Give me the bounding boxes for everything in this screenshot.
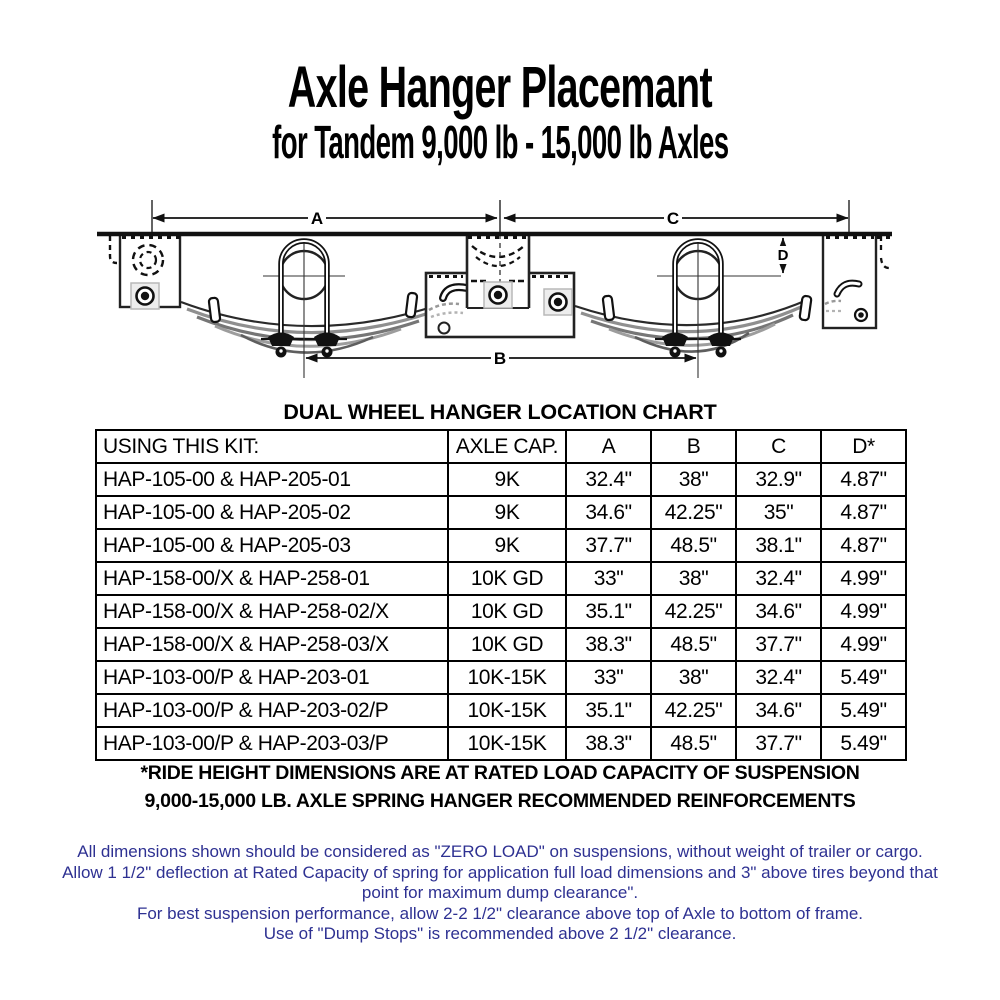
suspension-diagram-svg bbox=[95, 190, 905, 400]
dim-b-label: B bbox=[493, 349, 507, 368]
table-header-row bbox=[96, 430, 906, 463]
col-header-axle-cap: AXLE CAP. bbox=[448, 430, 566, 463]
table-row bbox=[96, 727, 906, 760]
spring-clip bbox=[799, 296, 811, 321]
kit-cell: HAP-103-00/P & HAP-203-02/P bbox=[96, 694, 448, 727]
axle-cap-cell: 10K-15K bbox=[448, 727, 566, 760]
kit-cell: HAP-103-00/P & HAP-203-03/P bbox=[96, 727, 448, 760]
page-subtitle bbox=[0, 117, 1000, 169]
dim-d-label: D bbox=[777, 247, 789, 264]
dim-a-label: A bbox=[310, 209, 324, 228]
dim-b-cell: 48.5" bbox=[651, 628, 736, 661]
axle-cap-cell: 10K-15K bbox=[448, 661, 566, 694]
dim-a-cell: 32.4" bbox=[566, 463, 651, 496]
table-row bbox=[96, 595, 906, 628]
fine-print-line: Use of "Dump Stops" is recommended above 2 1/2" clearance. bbox=[263, 924, 737, 943]
dimension-a bbox=[152, 200, 500, 234]
col-header-kit: USING THIS KIT: bbox=[96, 430, 448, 463]
col-header-d: D* bbox=[821, 430, 906, 463]
dim-c-label: C bbox=[666, 209, 680, 228]
col-header-c: C bbox=[736, 430, 821, 463]
dim-c-cell: 35" bbox=[736, 496, 821, 529]
table-row bbox=[96, 661, 906, 694]
dim-c-cell: 38.1" bbox=[736, 529, 821, 562]
dim-a-cell: 34.6" bbox=[566, 496, 651, 529]
hanger-location-table bbox=[95, 429, 907, 761]
table-row bbox=[96, 562, 906, 595]
spring-clip bbox=[209, 297, 221, 322]
dim-b-cell: 42.25" bbox=[651, 496, 736, 529]
col-header-a: A bbox=[566, 430, 651, 463]
spring-clip bbox=[603, 295, 615, 320]
table-row bbox=[96, 496, 906, 529]
dim-b-cell: 38" bbox=[651, 562, 736, 595]
fine-print-line: All dimensions shown should be considered as "ZERO LOAD" on suspensions, without weight of trailer or cargo. bbox=[77, 842, 923, 861]
table-row bbox=[96, 628, 906, 661]
dim-d-cell: 5.49" bbox=[821, 727, 906, 760]
dim-c-cell: 37.7" bbox=[736, 628, 821, 661]
footnote-ride-height: *RIDE HEIGHT DIMENSIONS ARE AT RATED LOAD CAPACITY OF SUSPENSION bbox=[140, 762, 860, 784]
dim-c-cell: 34.6" bbox=[736, 595, 821, 628]
suspension-diagram bbox=[95, 190, 905, 400]
dim-d-cell: 4.99" bbox=[821, 595, 906, 628]
dim-c-cell: 37.7" bbox=[736, 727, 821, 760]
spring-clip bbox=[406, 293, 418, 318]
rear-hanger bbox=[823, 234, 889, 328]
dimension-c bbox=[504, 200, 849, 234]
axle-cap-cell: 10K GD bbox=[448, 628, 566, 661]
dim-c-cell: 32.4" bbox=[736, 562, 821, 595]
axle-cap-cell: 9K bbox=[448, 529, 566, 562]
table-row bbox=[96, 463, 906, 496]
axle-cap-cell: 9K bbox=[448, 496, 566, 529]
equalizer-hanger bbox=[426, 234, 574, 337]
dimension-b bbox=[306, 348, 696, 368]
axle-cap-cell: 9K bbox=[448, 463, 566, 496]
dim-b-cell: 42.25" bbox=[651, 595, 736, 628]
dim-d-cell: 4.87" bbox=[821, 529, 906, 562]
fine-print-line: For best suspension performance, allow 2-2 1/2" clearance above top of Axle to bottom of frame. bbox=[136, 903, 864, 923]
page-title bbox=[0, 56, 1000, 121]
dim-b-cell: 38" bbox=[651, 463, 736, 496]
kit-cell: HAP-158-00/X & HAP-258-01 bbox=[96, 562, 448, 595]
fine-print-line: point for maximum dump clearance". bbox=[361, 883, 639, 902]
dim-b-cell: 48.5" bbox=[651, 529, 736, 562]
leaf-spring-rear bbox=[575, 295, 812, 351]
dim-d-cell: 5.49" bbox=[821, 661, 906, 694]
dim-a-cell: 38.3" bbox=[566, 727, 651, 760]
dim-a-cell: 33" bbox=[566, 661, 651, 694]
axle-cap-cell: 10K GD bbox=[448, 562, 566, 595]
dim-a-cell: 37.7" bbox=[566, 529, 651, 562]
dimension-d bbox=[775, 238, 791, 273]
dim-b-cell: 38" bbox=[651, 661, 736, 694]
dim-a-cell: 35.1" bbox=[566, 595, 651, 628]
axle-cap-cell: 10K GD bbox=[448, 595, 566, 628]
fine-print bbox=[0, 842, 1000, 945]
dim-c-cell: 32.4" bbox=[736, 661, 821, 694]
col-header-b: B bbox=[651, 430, 736, 463]
dim-d-cell: 4.99" bbox=[821, 628, 906, 661]
fine-print-line: Allow 1 1/2" deflection at Rated Capacity of spring for application full load dimensions and 3" above tires beyond that bbox=[62, 862, 938, 882]
table-row bbox=[96, 694, 906, 727]
dim-c-cell: 34.6" bbox=[736, 694, 821, 727]
dim-a-cell: 33" bbox=[566, 562, 651, 595]
kit-cell: HAP-105-00 & HAP-205-02 bbox=[96, 496, 448, 529]
kit-cell: HAP-105-00 & HAP-205-01 bbox=[96, 463, 448, 496]
dim-a-cell: 35.1" bbox=[566, 694, 651, 727]
dim-d-cell: 5.49" bbox=[821, 694, 906, 727]
kit-cell: HAP-105-00 & HAP-205-03 bbox=[96, 529, 448, 562]
dim-b-cell: 48.5" bbox=[651, 727, 736, 760]
kit-cell: HAP-103-00/P & HAP-203-01 bbox=[96, 661, 448, 694]
kit-cell: HAP-158-00/X & HAP-258-03/X bbox=[96, 628, 448, 661]
leaf-spring-front bbox=[181, 293, 435, 353]
dim-d-cell: 4.87" bbox=[821, 496, 906, 529]
page-title-text: Axle Hanger Placemant bbox=[287, 55, 713, 120]
dim-b-cell: 42.25" bbox=[651, 694, 736, 727]
dim-a-cell: 38.3" bbox=[566, 628, 651, 661]
dim-c-cell: 32.9" bbox=[736, 463, 821, 496]
kit-cell: HAP-158-00/X & HAP-258-02/X bbox=[96, 595, 448, 628]
table-row bbox=[96, 529, 906, 562]
dim-d-cell: 4.99" bbox=[821, 562, 906, 595]
page-subtitle-text: for Tandem 9,000 lb - 15,000 lb Axles bbox=[271, 116, 729, 168]
footnote-reinforcements: 9,000-15,000 LB. AXLE SPRING HANGER RECOMMENDED REINFORCEMENTS bbox=[144, 790, 856, 812]
dim-d-cell: 4.87" bbox=[821, 463, 906, 496]
axle-cap-cell: 10K-15K bbox=[448, 694, 566, 727]
table-title: DUAL WHEEL HANGER LOCATION CHART bbox=[283, 400, 717, 424]
front-hanger bbox=[110, 234, 180, 309]
